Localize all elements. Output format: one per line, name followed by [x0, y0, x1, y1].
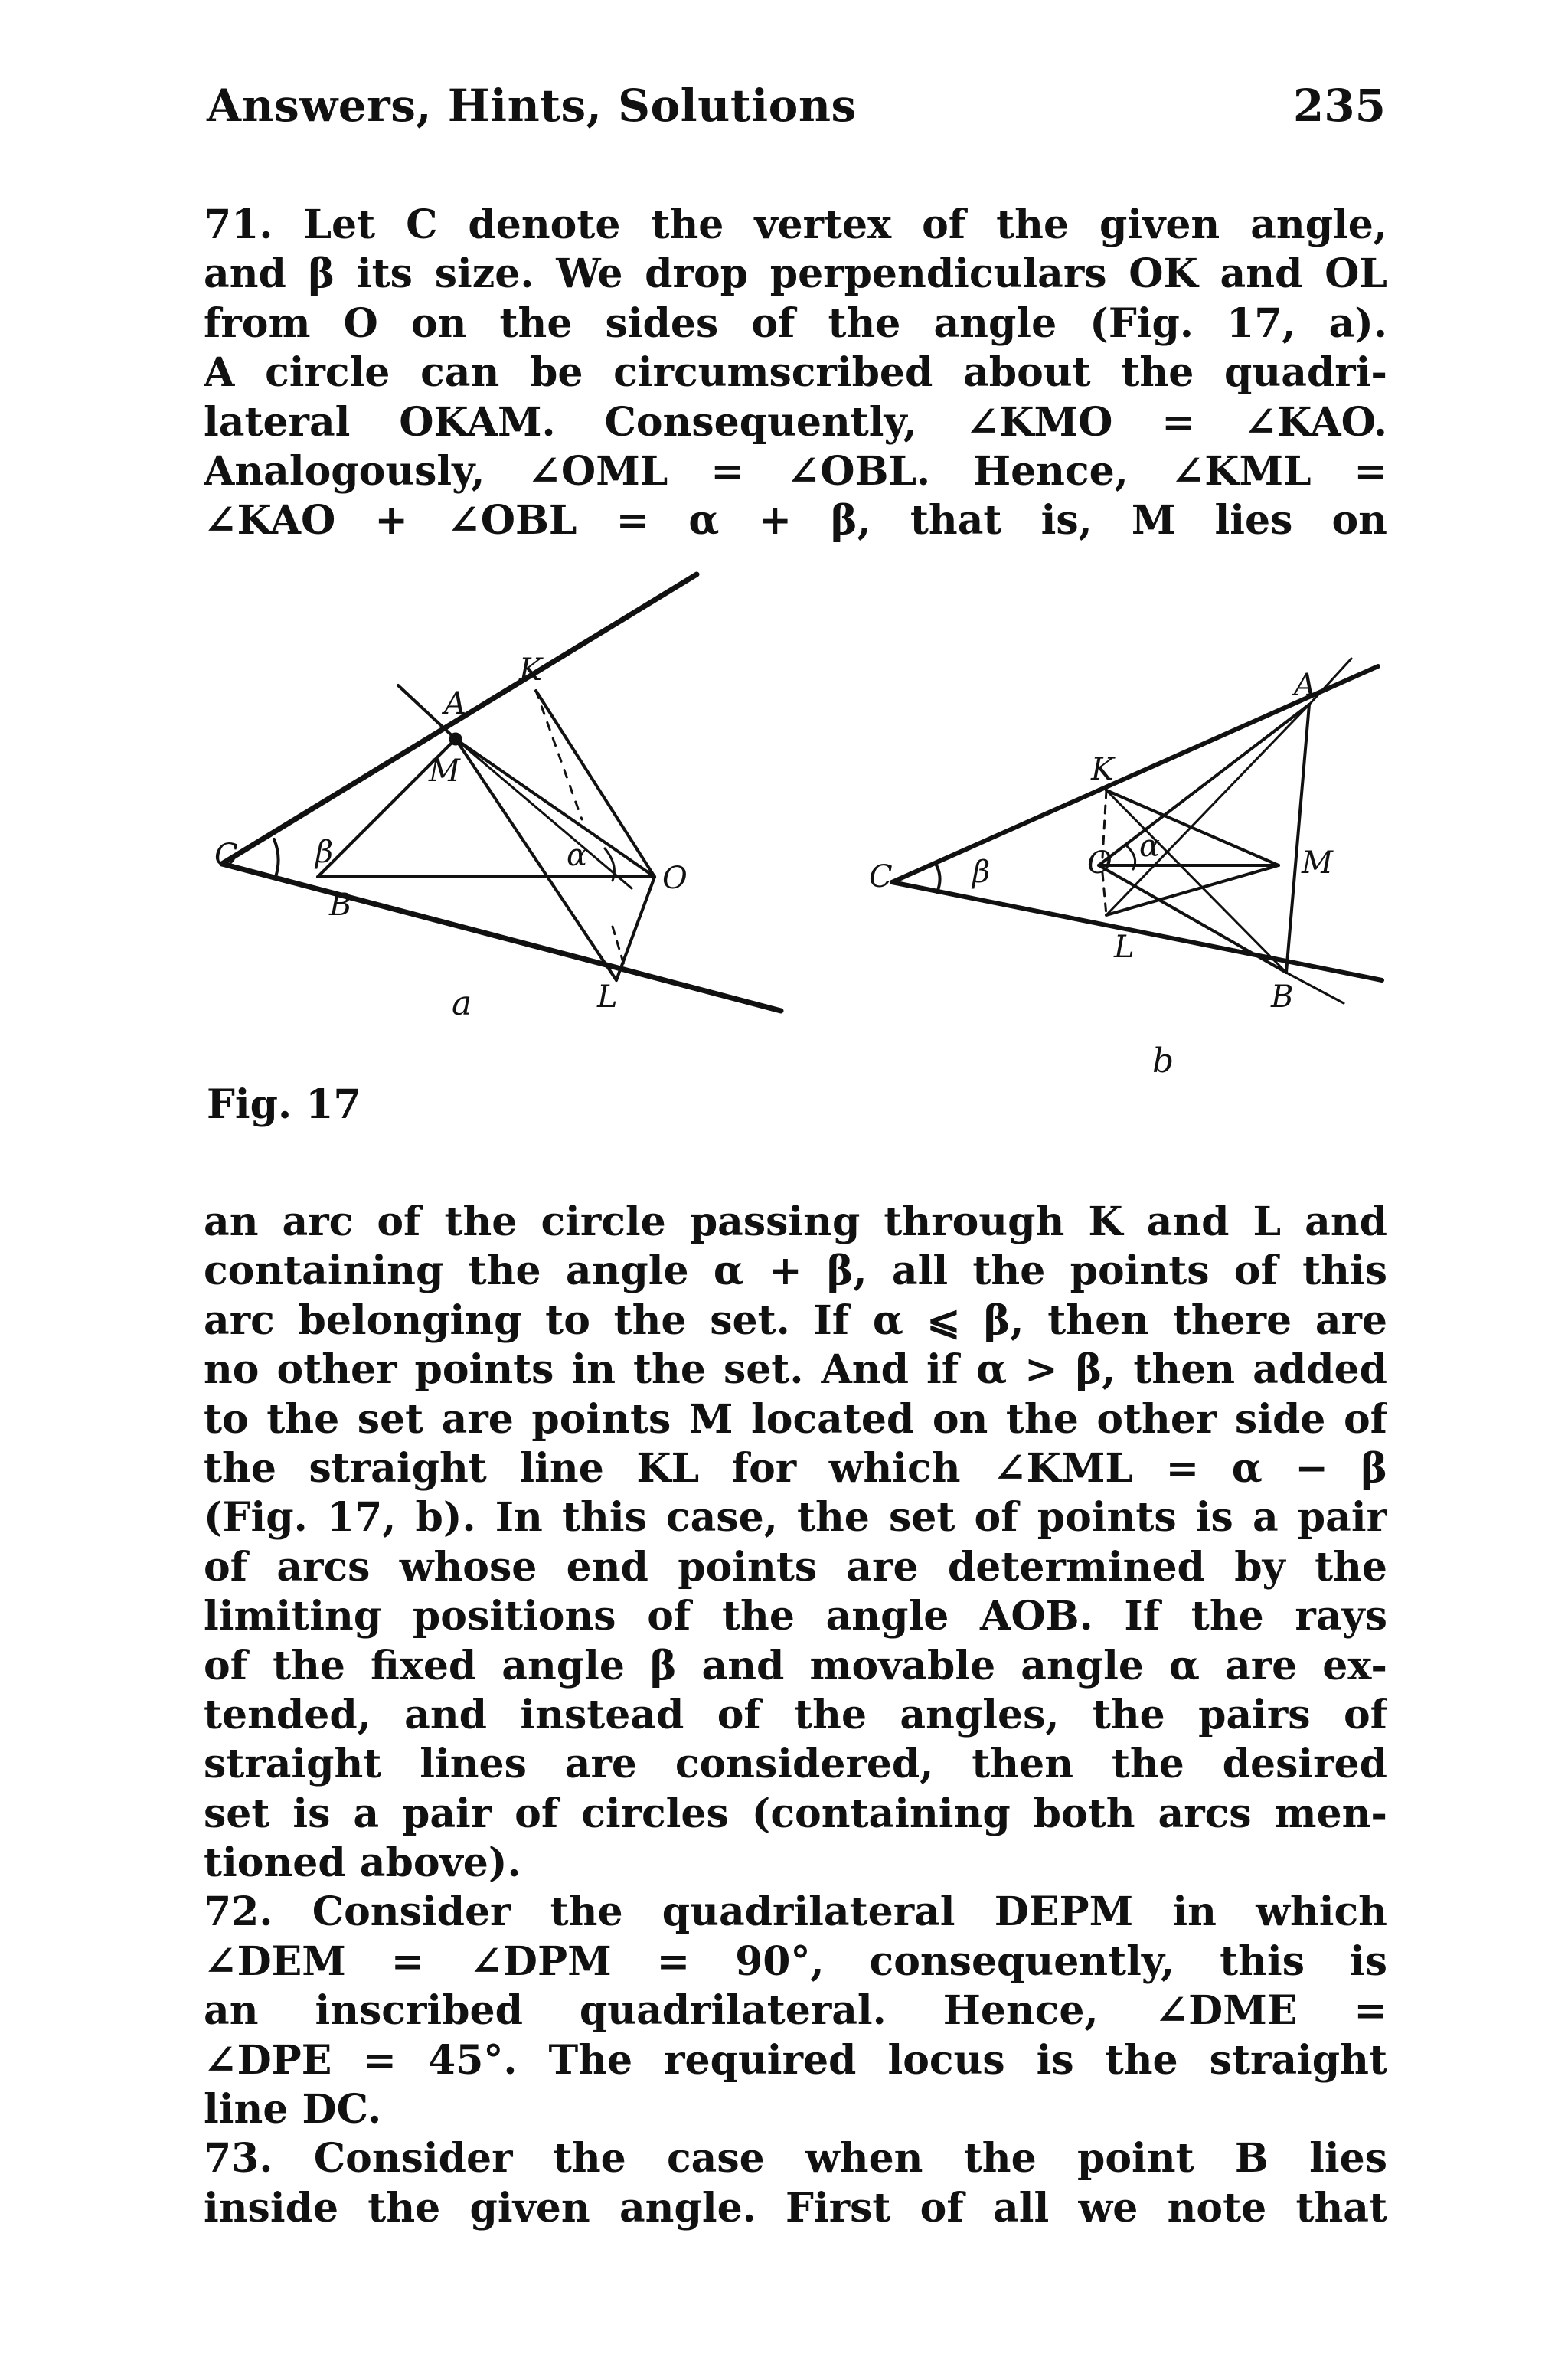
fig-a-label-o: O	[662, 861, 688, 896]
text-line: Analogously, ∠OML = ∠OBL. Hence, ∠KML =	[204, 447, 1387, 495]
fig-a-label-alpha: α	[567, 838, 588, 873]
text-line: lateral OKAM. Consequently, ∠KMO = ∠KAO.	[204, 398, 1387, 446]
text-line: set is a pair of circles (containing both arcs men-	[204, 1790, 1387, 1837]
text-line: arc belonging to the set. If α ⩽ β, then there are	[204, 1296, 1387, 1344]
text-line: 72. Consider the quadrilateral DEPM in which	[204, 1888, 1387, 1936]
text-line: containing the angle α + β, all the points of this	[204, 1247, 1387, 1295]
fig-a-ol	[616, 877, 655, 980]
page-header	[207, 80, 1386, 141]
text-line: an arc of the circle passing through K and L and	[204, 1198, 1387, 1245]
fig-a-label-l: L	[597, 979, 618, 1015]
text-line: A circle can be circumscribed about the quadri-	[204, 349, 1387, 397]
fig-b-label-m: M	[1302, 845, 1333, 881]
fig-b-label-alpha: α	[1139, 829, 1161, 864]
text-line: no other points in the set. And if α > β, then added	[204, 1346, 1387, 1394]
page-number: 235	[1292, 80, 1386, 132]
text-line: ∠DPE = 45°. The required locus is the straight	[204, 2036, 1387, 2084]
fig-a-point-a	[449, 733, 462, 745]
solutions-continued-paragraph	[204, 1198, 1387, 2233]
text-line: ∠DEM = ∠DPM = 90°, consequently, this is	[204, 1937, 1387, 1985]
text-line: (Fig. 17, b). In this case, the set of points is a pair	[204, 1494, 1387, 1542]
fig-a-label-c: C	[214, 838, 238, 873]
text-line: an inscribed quadrilateral. Hence, ∠DME =	[204, 1987, 1387, 2035]
fig-b-lower-side	[892, 882, 1382, 980]
fig-b-label-a: A	[1294, 668, 1316, 703]
text-line: inside the given angle. First of all we note that	[204, 2184, 1387, 2232]
fig-a-sublabel: a	[452, 984, 472, 1023]
fig-a-label-k: K	[519, 652, 542, 688]
fig-b-label-o: O	[1087, 845, 1112, 881]
fig-a-ko	[536, 691, 655, 877]
fig-b-sublabel: b	[1152, 1041, 1174, 1081]
text-line: the straight line KL for which ∠KML = α − β	[204, 1444, 1387, 1492]
text-line: ∠KAO + ∠OBL = α + β, that is, M lies on	[204, 497, 1387, 544]
fig-a-beta-arc	[274, 839, 279, 877]
figure-17-drawing	[199, 567, 1409, 1164]
figure-caption: Fig. 17	[207, 1081, 361, 1128]
text-line: line DC.	[204, 2086, 382, 2133]
fig-b-label-l: L	[1114, 930, 1135, 965]
fig-b-lm	[1106, 865, 1279, 915]
fig-b-label-beta: β	[972, 855, 991, 890]
text-line: tioned above).	[204, 1839, 521, 1887]
fig-b-la	[1106, 705, 1309, 915]
solution-71-paragraph	[204, 201, 1387, 546]
fig-a-mx	[456, 739, 632, 888]
text-line: of arcs whose end points are determined by the	[204, 1543, 1387, 1591]
fig-b-label-c: C	[869, 859, 893, 894]
fig-a-label-a: A	[444, 686, 466, 721]
fig-b-ab	[1286, 705, 1309, 973]
fig-a-lower-side	[222, 864, 781, 1011]
fig-b-ao	[1099, 705, 1309, 865]
fig-a-ol-dashed	[612, 927, 624, 965]
text-line: 73. Consider the case when the point B lies	[204, 2135, 1387, 2182]
fig-b-label-b: B	[1271, 979, 1294, 1015]
fig-a-label-b: B	[329, 888, 352, 923]
text-line: of the fixed angle β and movable angle α are ex-	[204, 1642, 1387, 1689]
text-line: 71. Let C denote the vertex of the given angle,	[204, 201, 1387, 248]
text-line: to the set are points M located on the other side of	[204, 1395, 1387, 1443]
text-line: limiting positions of the angle AOB. If the rays	[204, 1593, 1387, 1640]
running-title: Answers, Hints, Solutions	[207, 80, 857, 132]
fig-a-label-beta: β	[315, 835, 334, 870]
text-line: and β its size. We drop perpendiculars OK and OL	[204, 250, 1387, 298]
text-line: tended, and instead of the angles, the pairs of	[204, 1691, 1387, 1738]
text-line: straight lines are considered, then the desired	[204, 1741, 1387, 1788]
figure-17	[199, 567, 1409, 1164]
fig-a-mo	[456, 739, 655, 877]
fig-a-label-m: M	[429, 754, 460, 789]
fig-b-label-k: K	[1091, 752, 1114, 787]
fig-b-ray-b	[1286, 973, 1344, 1003]
fig-b-beta-arc	[936, 864, 940, 892]
text-line: from O on the sides of the angle (Fig. 17, a).	[204, 299, 1387, 347]
